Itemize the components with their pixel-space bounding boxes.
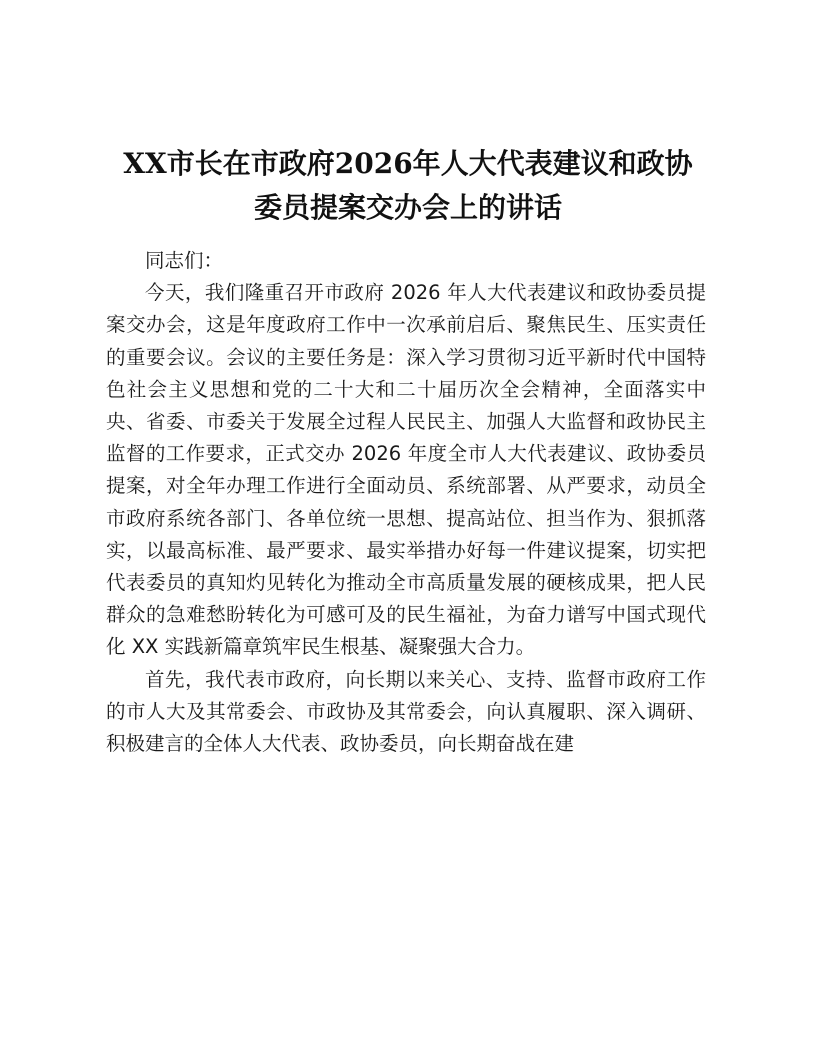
paragraph-2: 首先，我代表市政府，向长期以来关心、支持、监督市政府工作的市人大及其常委会、市政协及其常委会，向认真履职、深入调研、积极建言的全体人大代表、政协委员，向长期奋战在建 — [106, 667, 706, 756]
title-line-1: XX市长在市政府2026年人大代表建议和政协 — [123, 147, 693, 180]
document-title — [80, 142, 736, 230]
title-line-2: 委员提案交办会上的讲话 — [253, 191, 562, 224]
salutation: 同志们： — [145, 249, 224, 272]
paragraph-1: 今天，我们隆重召开市政府 2026 年人大代表建议和政协委员提案交办会，这是年度政府工作中一次承前启后、聚焦民生、压实责任的重要会议。会议的主要任务是：深入学习贯彻习近平新时代中国特色社会主义思想和党的二十大和二十届历次全会精神，全面落实中央、省委、市委关于发展全过程人民民主、加强人大监督和政协民主监督的工作要求，正式交办 2026 年度全市人大代表建议、政协委员提案，对全年办理工作进行全面动员、系统部署、从严要求，动员全市政府系统各部门、各单位统一思想、提高站位、担当作为、狠抓落实，以最高标准、最严要求、最实举措办好每一件建议提案，切实把代表委员的真知灼见转化为推动全市高质量发展的硬核成果，把人民群众的急难愁盼转化为可感可及的民生福祉，为奋力谱写中国式现代化 XX 实践新篇章筑牢民生根基、凝聚强大合力。 — [106, 281, 706, 659]
document-body — [106, 245, 706, 760]
